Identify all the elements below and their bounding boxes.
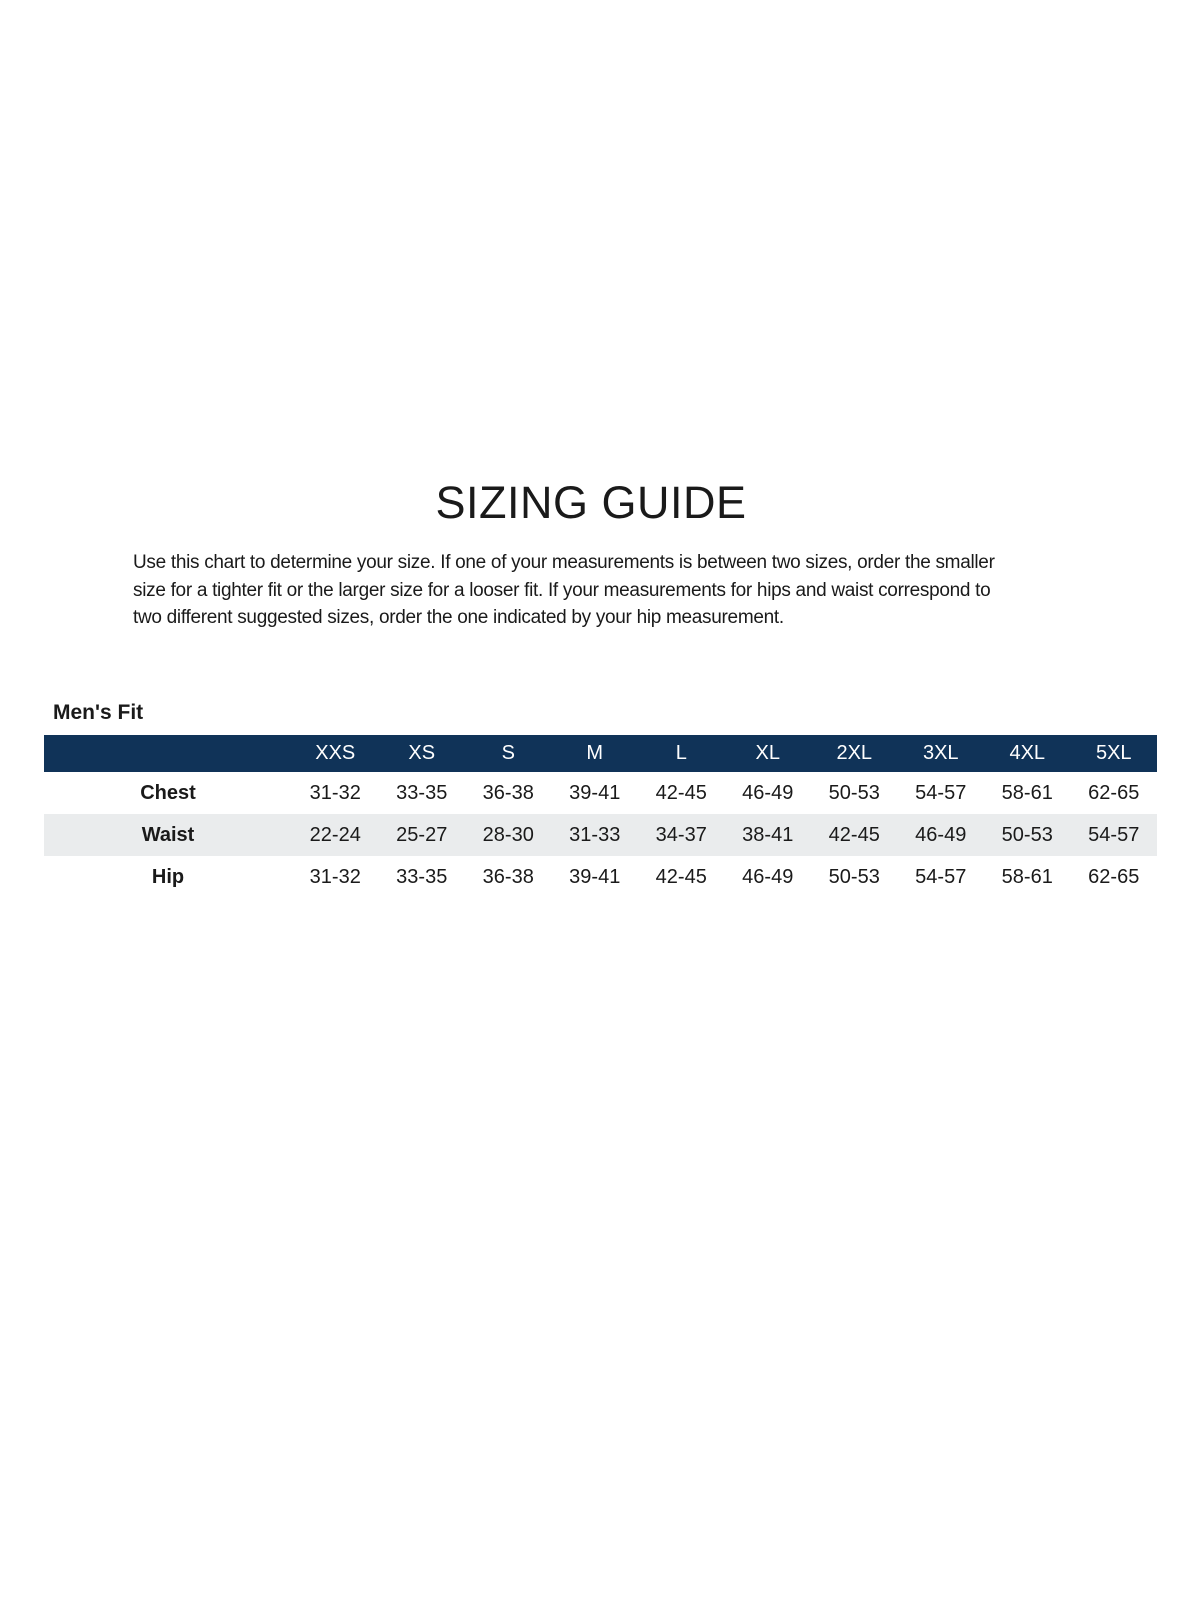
cell-chest-3xl: 54-57	[915, 781, 967, 804]
cell-hip-l: 42-45	[655, 865, 707, 888]
cell-chest-m: 39-41	[569, 781, 621, 804]
size-column-header-xs: XS	[379, 735, 466, 772]
cell-waist-xl: 38-41	[742, 823, 794, 846]
cell-waist-xs: 25-27	[396, 823, 448, 846]
size-column-header-m: M	[552, 735, 639, 772]
cell-chest-2xl: 50-53	[828, 781, 880, 804]
cell-chest-xxs: 31-32	[309, 781, 361, 804]
size-row-waist	[44, 814, 1157, 856]
size-column-header-2xl: 2XL	[811, 735, 898, 772]
cell-waist-xxs: 22-24	[309, 823, 361, 846]
mens-fit-size-table	[44, 735, 1157, 898]
cell-waist-m: 31-33	[569, 823, 621, 846]
size-table-body	[44, 772, 1157, 898]
cell-chest-s: 36-38	[482, 781, 534, 804]
cell-chest-l: 42-45	[655, 781, 707, 804]
intro-line-2: size for a tighter fit or the larger size for a looser fit. If your measurements for hips and waist correspond to	[133, 579, 991, 601]
size-header-row	[44, 735, 1157, 772]
size-column-header-4xl: 4XL	[984, 735, 1071, 772]
cell-hip-xs: 33-35	[396, 865, 448, 888]
cell-waist-3xl: 46-49	[915, 823, 967, 846]
cell-hip-4xl: 58-61	[1001, 865, 1053, 888]
size-row-chest	[44, 772, 1157, 814]
size-column-header-5xl: 5XL	[1071, 735, 1158, 772]
size-column-header-3xl: 3XL	[898, 735, 985, 772]
cell-hip-xxs: 31-32	[309, 865, 361, 888]
row-label-waist: Waist	[141, 823, 195, 846]
cell-hip-m: 39-41	[569, 865, 621, 888]
cell-hip-s: 36-38	[482, 865, 534, 888]
size-column-header-l: L	[638, 735, 725, 772]
cell-hip-xl: 46-49	[742, 865, 794, 888]
cell-waist-5xl: 54-57	[1088, 823, 1140, 846]
intro-line-1: Use this chart to determine your size. If one of your measurements is between two sizes, order the smaller	[133, 552, 995, 573]
size-table-head	[44, 735, 1157, 772]
cell-waist-s: 28-30	[482, 823, 534, 846]
cell-chest-4xl: 58-61	[1001, 781, 1053, 804]
intro-paragraph	[133, 549, 1063, 632]
cell-waist-4xl: 50-53	[1001, 823, 1053, 846]
cell-hip-5xl: 62-65	[1088, 865, 1140, 888]
intro-line-3: two different suggested sizes, order the one indicated by your hip measurement.	[133, 607, 784, 628]
size-column-header-xl: XL	[725, 735, 812, 772]
table-corner-cell	[44, 735, 292, 772]
cell-hip-3xl: 54-57	[915, 865, 967, 888]
cell-waist-2xl: 42-45	[828, 823, 880, 846]
page-title: SIZING GUIDE	[435, 477, 747, 528]
cell-hip-2xl: 50-53	[828, 865, 880, 888]
section-label-mens-fit: Men's Fit	[53, 701, 144, 724]
size-column-header-xxs: XXS	[292, 735, 379, 772]
row-label-chest: Chest	[140, 781, 196, 804]
cell-waist-l: 34-37	[655, 823, 707, 846]
size-row-hip	[44, 856, 1157, 898]
cell-chest-xl: 46-49	[742, 781, 794, 804]
cell-chest-5xl: 62-65	[1088, 781, 1140, 804]
row-label-hip: Hip	[151, 865, 185, 888]
cell-chest-xs: 33-35	[396, 781, 448, 804]
size-column-header-s: S	[465, 735, 552, 772]
